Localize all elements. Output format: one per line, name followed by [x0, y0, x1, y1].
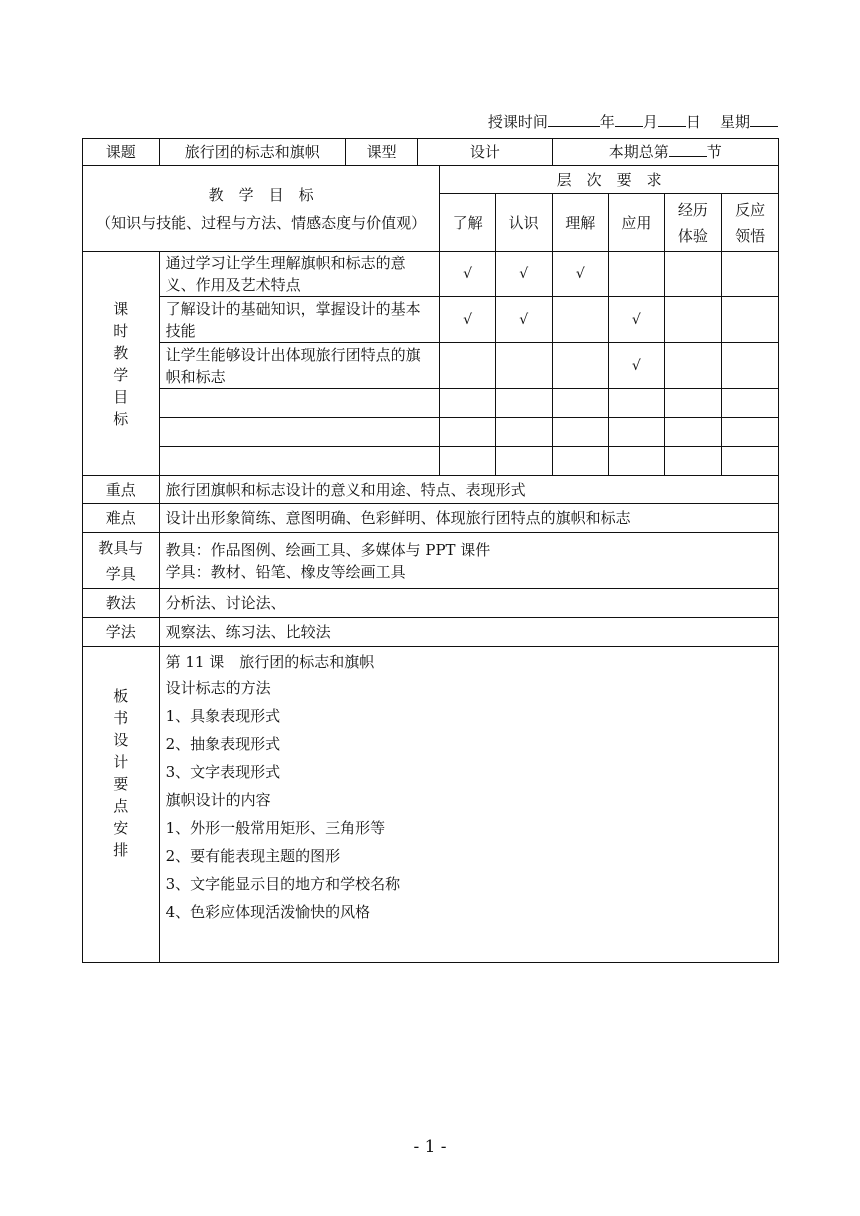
difficulty-value: 设计出形象简练、意图明确、色彩鲜明、体现旅行团特点的旗帜和标志 [159, 504, 778, 533]
objectives-label-char: 学 [113, 365, 129, 384]
board-design-row [83, 647, 779, 963]
objective-text: 通过学习让学生理解旗帜和标志的意义、作用及艺术特点 [159, 252, 440, 297]
topic-row [83, 139, 779, 166]
board-line: 3、文字表现形式 [165, 763, 281, 781]
objective-empty-cell [552, 389, 609, 418]
board-line: 3、文字能显示目的地方和学校名称 [165, 875, 401, 893]
board-line: 2、要有能表现主题的图形 [165, 847, 341, 865]
objectives-label-char: 目 [113, 387, 129, 406]
objective-check: √ [440, 297, 495, 343]
board-label-char: 设 [113, 731, 129, 749]
board-design-content [159, 647, 778, 963]
lesson-plan-table [82, 138, 779, 963]
objective-check [552, 343, 609, 389]
tools-label-line-2: 学具 [105, 564, 136, 583]
objective-empty-row [83, 389, 779, 418]
objective-text: 了解设计的基础知识，掌握设计的基本技能 [159, 297, 440, 343]
key-point-label: 重点 [83, 476, 160, 504]
goals-header-row [83, 166, 779, 194]
period-blank [669, 141, 707, 157]
objective-empty-cell [609, 418, 664, 447]
tools-value [159, 533, 778, 589]
objective-empty-cell [495, 389, 552, 418]
objective-check [440, 343, 495, 389]
objectives-label-char: 标 [113, 409, 129, 428]
goals-subtitle: （知识与技能、过程与方法、情感态度与价值观） [96, 213, 427, 232]
page-number: - 1 - [413, 1137, 447, 1157]
board-line: 1、外形一般常用矩形、三角形等 [165, 819, 386, 837]
teaching-method-row [83, 589, 779, 618]
day-blank [658, 111, 686, 127]
objective-check [722, 297, 779, 343]
objective-empty-cell [495, 447, 552, 476]
objective-empty-cell [609, 389, 664, 418]
month-blank [615, 111, 643, 127]
type-value: 设计 [418, 139, 552, 166]
objective-check [495, 343, 552, 389]
objectives-label [83, 252, 160, 476]
objective-row [83, 297, 779, 343]
tools-label [83, 533, 160, 589]
key-point-row [83, 476, 779, 504]
board-label-char: 安 [113, 819, 129, 837]
year-label: 年 [599, 113, 615, 131]
objective-empty-cell [495, 418, 552, 447]
board-line: 设计标志的方法 [165, 679, 271, 697]
objective-row [83, 343, 779, 389]
objectives-label-char: 教 [113, 343, 129, 362]
objective-empty-cell [440, 447, 495, 476]
objective-check: √ [495, 297, 552, 343]
lesson-time-label: 授课时间 [487, 113, 548, 131]
level-header-6-line-2: 领悟 [735, 226, 766, 245]
objective-row [83, 252, 779, 297]
level-header-1: 了解 [440, 194, 495, 252]
objective-empty-cell [159, 447, 440, 476]
objective-empty-cell [609, 447, 664, 476]
objective-check: √ [440, 252, 495, 297]
levels-title: 层 次 要 求 [440, 166, 779, 194]
objective-check [664, 252, 722, 297]
tools-row [83, 533, 779, 589]
objective-empty-cell [440, 389, 495, 418]
board-label-char: 排 [113, 841, 129, 859]
objectives-label-char: 课 [113, 299, 129, 318]
student-tools: 学具：教材、铅笔、橡皮等绘画工具 [165, 562, 406, 581]
teaching-method-label: 教法 [83, 589, 160, 618]
level-header-3: 理解 [552, 194, 609, 252]
objective-empty-cell [159, 389, 440, 418]
period-cell [552, 139, 779, 166]
board-design-label [83, 647, 160, 963]
objective-empty-cell [159, 418, 440, 447]
level-header-5 [664, 194, 722, 252]
objective-check [664, 343, 722, 389]
board-line: 旗帜设计的内容 [165, 791, 271, 809]
month-label: 月 [642, 113, 658, 131]
objective-empty-cell [664, 418, 722, 447]
difficulty-label: 难点 [83, 504, 160, 533]
level-header-6-line-1: 反应 [735, 200, 766, 219]
objective-check [609, 252, 664, 297]
lesson-time-line [488, 111, 778, 132]
board-line: 第 11 课 旅行团的标志和旗帜 [165, 653, 375, 671]
learning-method-value: 观察法、练习法、比较法 [159, 618, 778, 647]
board-label-char: 板 [113, 687, 129, 705]
objective-empty-cell [664, 447, 722, 476]
level-header-5-line-1: 经历 [677, 200, 708, 219]
objective-empty-row [83, 418, 779, 447]
learning-method-label: 学法 [83, 618, 160, 647]
level-header-6 [722, 194, 779, 252]
objective-empty-cell [722, 447, 779, 476]
goals-header-cell [83, 166, 440, 252]
teacher-tools: 教具：作品图例、绘画工具、多媒体与 PPT 课件 [165, 540, 491, 559]
board-label-char: 点 [113, 797, 129, 815]
objective-check: √ [609, 297, 664, 343]
board-label-char: 计 [113, 753, 129, 771]
period-prefix: 本期总第 [608, 143, 669, 161]
board-label-char: 要 [113, 775, 129, 793]
objective-text: 让学生能够设计出体现旅行团特点的旗帜和标志 [159, 343, 440, 389]
objective-empty-cell [440, 418, 495, 447]
objective-check [552, 297, 609, 343]
objective-empty-row [83, 447, 779, 476]
day-label: 日 [685, 113, 701, 131]
year-blank [548, 111, 600, 127]
objective-empty-cell [722, 418, 779, 447]
weekday-label: 星期 [719, 113, 750, 131]
objective-check: √ [495, 252, 552, 297]
board-line: 4、色彩应体现活泼愉快的风格 [165, 903, 371, 921]
objective-check [722, 252, 779, 297]
board-line: 1、具象表现形式 [165, 707, 281, 725]
objective-check: √ [609, 343, 664, 389]
objective-check [664, 297, 722, 343]
type-label: 课型 [346, 139, 418, 166]
tools-label-line-1: 教具与 [98, 538, 144, 557]
level-header-4: 应用 [609, 194, 664, 252]
objective-check [722, 343, 779, 389]
teaching-method-value: 分析法、讨论法、 [159, 589, 778, 618]
board-label-char: 书 [113, 709, 129, 727]
level-header-2: 认识 [495, 194, 552, 252]
objective-empty-cell [552, 418, 609, 447]
learning-method-row [83, 618, 779, 647]
objective-empty-cell [552, 447, 609, 476]
level-header-5-line-2: 体验 [677, 226, 708, 245]
period-suffix: 节 [706, 143, 722, 161]
weekday-blank [750, 111, 778, 127]
key-point-value: 旅行团旗帜和标志设计的意义和用途、特点、表现形式 [159, 476, 778, 504]
topic-label: 课题 [83, 139, 160, 166]
objectives-label-char: 时 [113, 321, 129, 340]
objective-empty-cell [664, 389, 722, 418]
board-line: 2、抽象表现形式 [165, 735, 281, 753]
objective-check: √ [552, 252, 609, 297]
difficulty-row [83, 504, 779, 533]
objective-empty-cell [722, 389, 779, 418]
goals-title: 教 学 目 标 [208, 185, 314, 204]
topic-value: 旅行团的标志和旗帜 [159, 139, 345, 166]
